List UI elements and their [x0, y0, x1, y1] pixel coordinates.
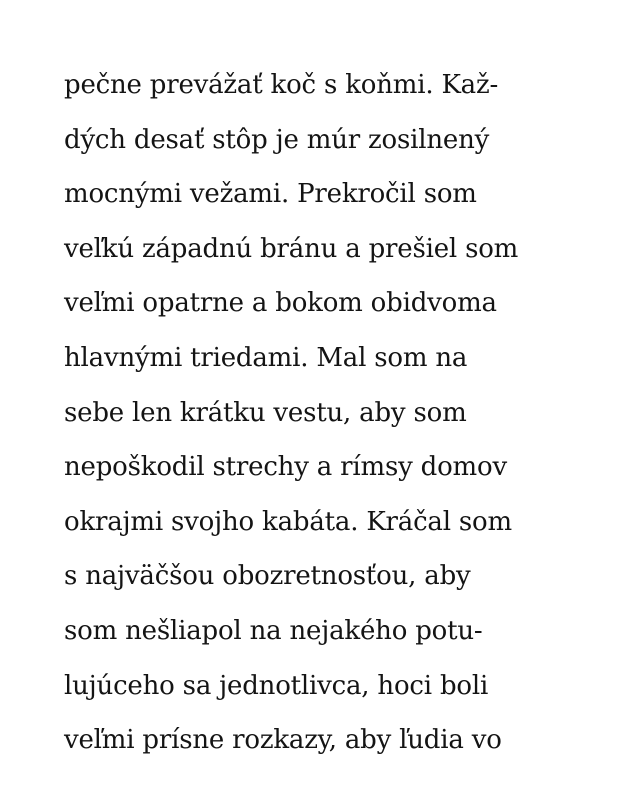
text-line: mocnými vežami. Prekročil som	[64, 179, 477, 210]
text-line: nepoškodil strechy a rímsy domov	[64, 452, 507, 483]
text-line: hlavnými triedami. Mal som na	[64, 342, 468, 373]
text-line: sebe len krátku vestu, aby som	[64, 397, 467, 428]
body-text	[64, 58, 584, 768]
text-line: dých desať stôp je múr zosilnený	[64, 124, 490, 155]
text-line: lujúceho sa jednotlivca, hoci boli	[64, 670, 489, 701]
text-line: s najväčšou obozretnosťou, aby	[64, 561, 471, 592]
text-line: veľkú západnú bránu a prešiel som	[64, 233, 519, 264]
text-line: veľmi opatrne a bokom obidvoma	[64, 288, 497, 319]
text-line: pečne prevážať koč s koňmi. Kaž-	[64, 70, 499, 100]
text-line: veľmi prísne rozkazy, aby ľudia vo	[64, 725, 502, 756]
text-line: som nešliapol na nejakého potu-	[64, 615, 483, 646]
text-line: okrajmi svojho kabáta. Kráčal som	[64, 506, 512, 537]
